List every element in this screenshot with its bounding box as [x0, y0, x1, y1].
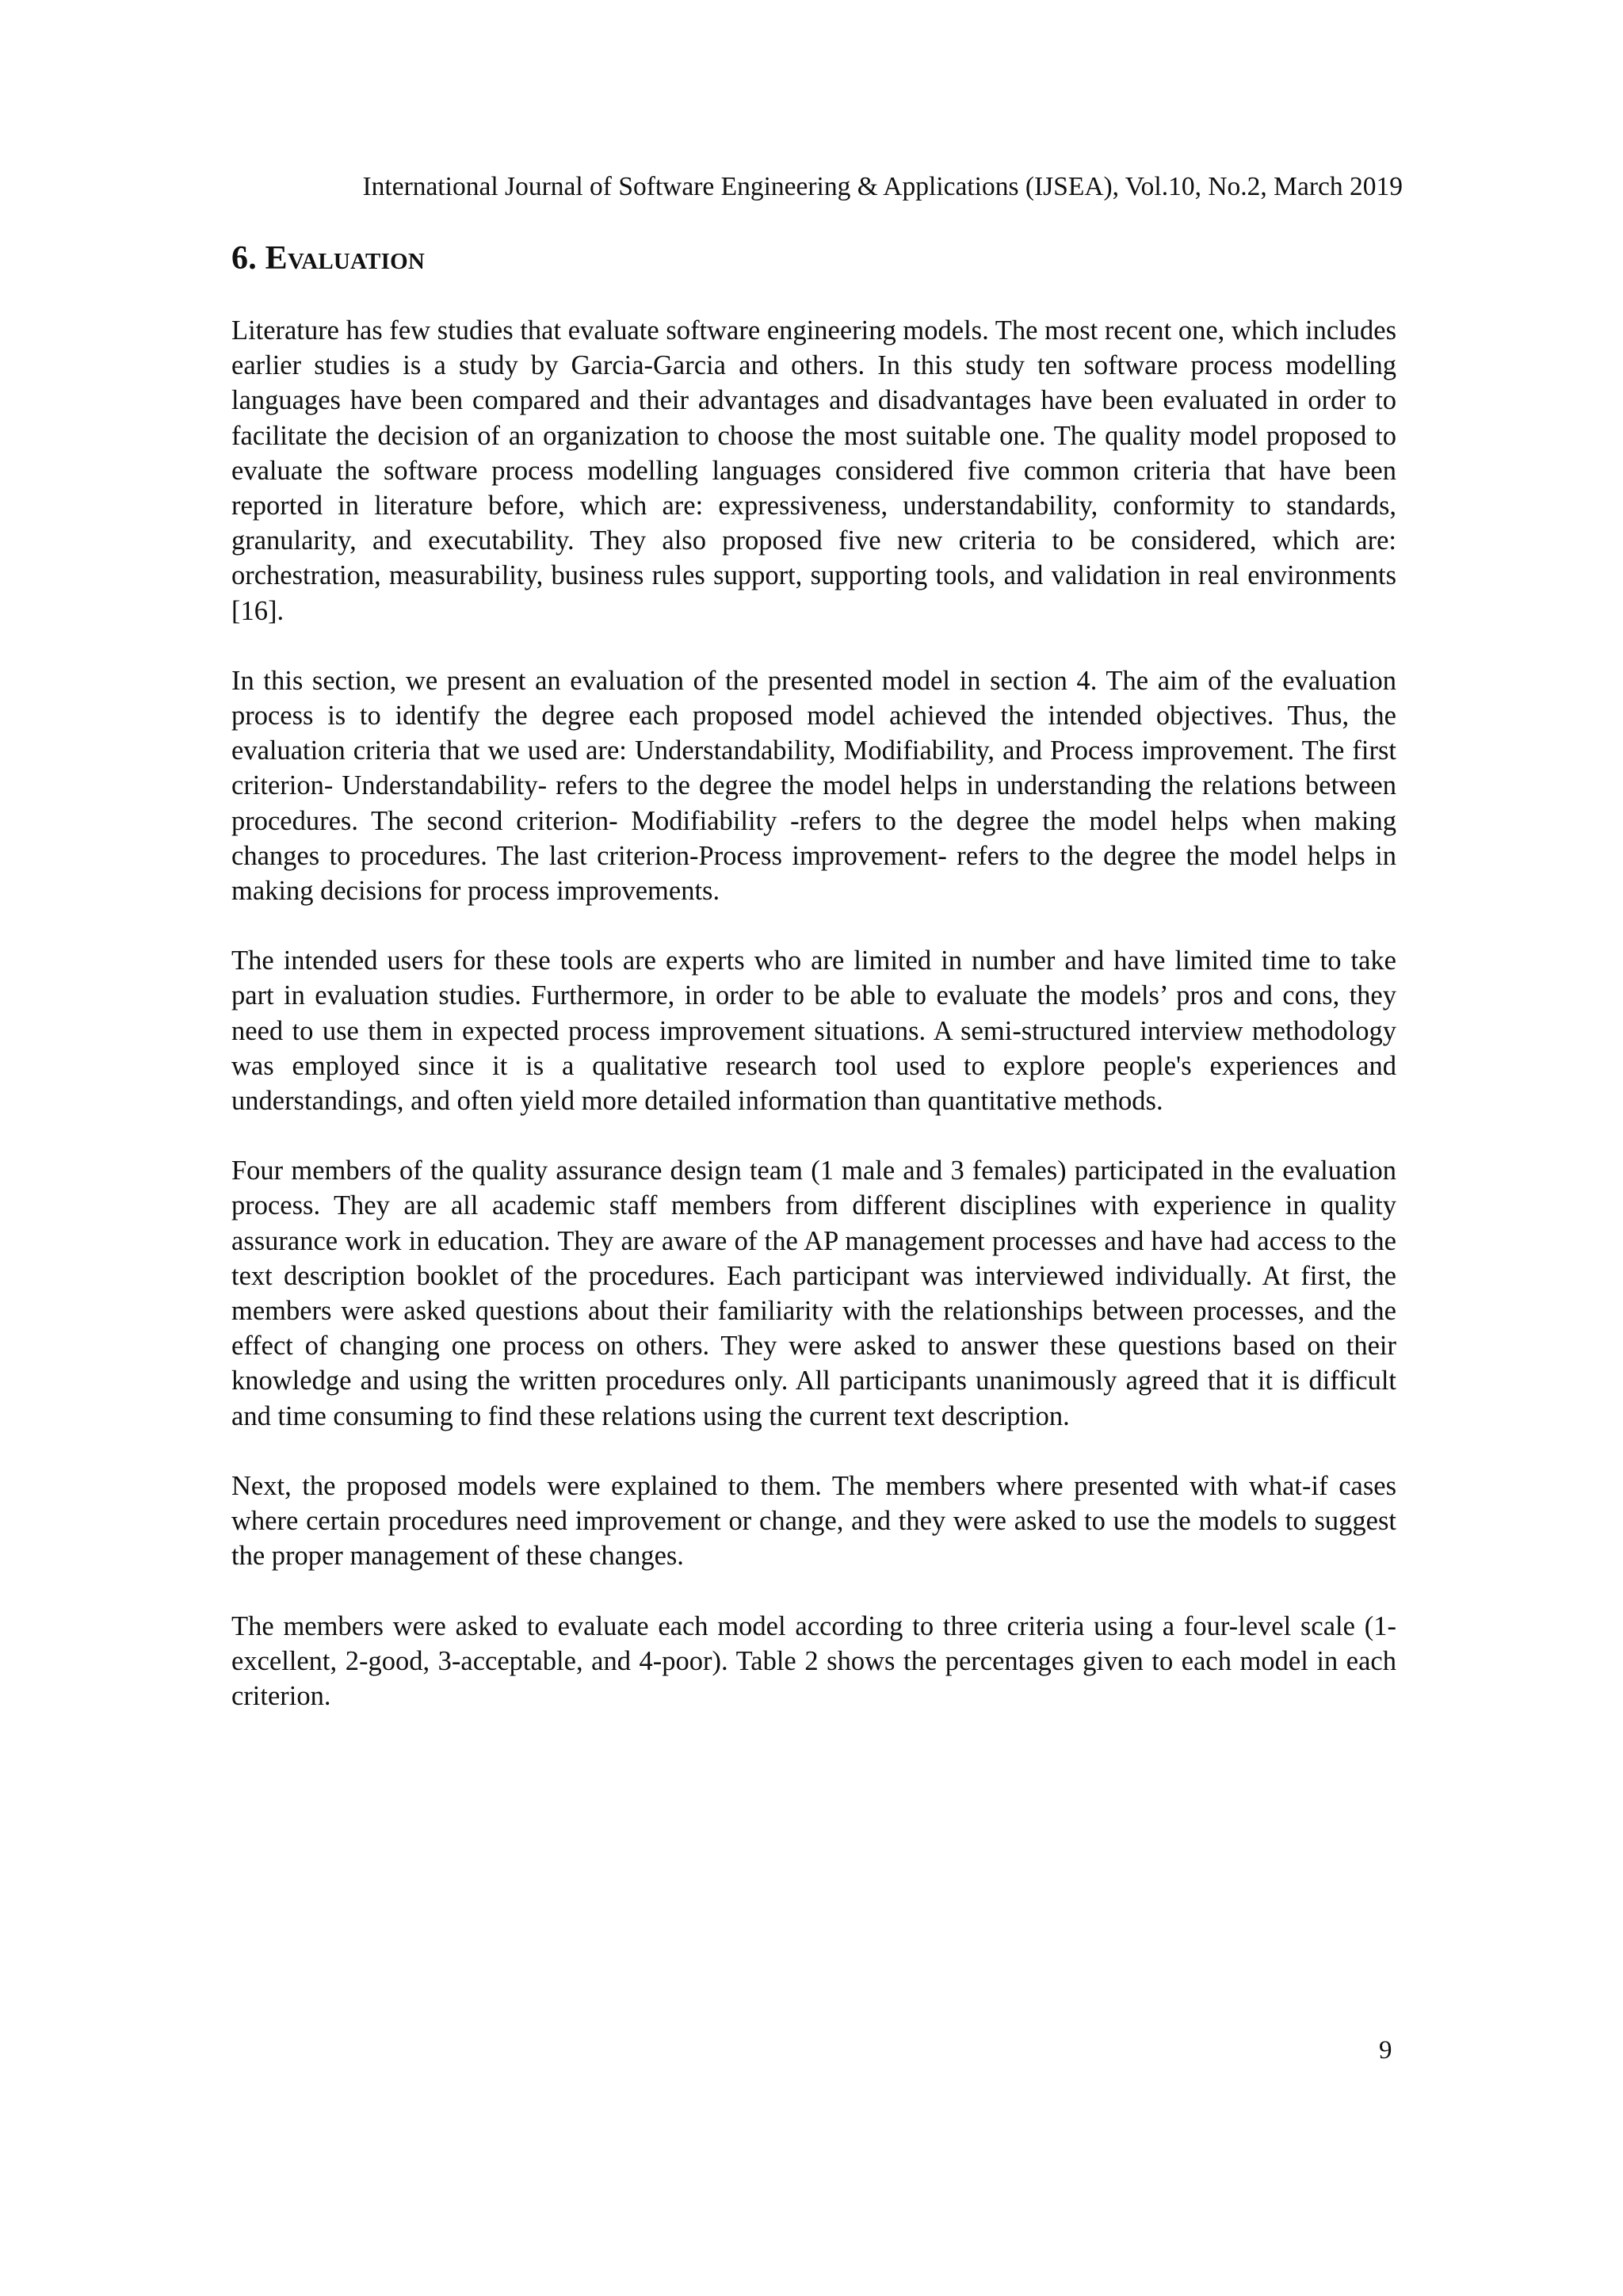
paragraph-participants: Four members of the quality assurance design team (1 male and 3 females) participated in the evaluation process. They are all academic staff members from different disciplines with experience in quality assurance work in education. They are aware of the AP management processes and have had access to the text description booklet of the procedures. Each participant was interviewed individually. At first, the members were asked questions about their familiarity with the relationships between processes, and the effect of changing one process on others. They were asked to answer these questions based on their knowledge and using the written procedures only. All participants unanimously agreed that it is difficult and time consuming to find these relations using the current text description. [231, 1156, 1396, 1431]
paragraph-rating-scale: The members were asked to evaluate each model according to three criteria using a four-level scale (1-excellent, 2-good, 3-acceptable, and 4-poor). Table 2 shows the percentages given to each model in each criterion. [231, 1610, 1396, 1711]
section-heading: 6. Evaluation [231, 240, 425, 277]
page-number: 9 [1379, 2036, 1392, 2065]
paragraph-model-explanation: Next, the proposed models were explained to them. The members where presented with what-if cases where certain procedures need improvement or change, and they were asked to use the models to suggest the proper management of these changes. [231, 1470, 1396, 1572]
running-header: International Journal of Software Engineering & Applications (IJSEA), Vol.10, No.2, March 2019 [362, 172, 1403, 201]
section-body [231, 313, 1396, 1748]
paragraph-literature-review: Literature has few studies that evaluate software engineering models. The most recent one, which includes earlier studies is a study by Garcia-Garcia and others. In this study ten software process modelling languages have been compared and their advantages and disadvantages have been evaluated in order to facilitate the decision of an organization to choose the most suitable one. The quality model proposed to evaluate the software process modelling languages considered five common criteria that have been reported in literature before, which are: expressiveness, understandability, conformity to standards, granularity, and executability. They also proposed five new criteria to be considered, which are: orchestration, measurability, business rules support, supporting tools, and validation in real environments [16]. [231, 315, 1396, 626]
paragraph-evaluation-criteria: In this section, we present an evaluation of the presented model in section 4. The aim of the evaluation process is to identify the degree each proposed model achieved the intended objectives. Thus, the evaluation criteria that we used are: Understandability, Modifiability, and Process improvement. The first criterion- Understandability- refers to the degree the model helps in understanding the relations between procedures. The second criterion- Modifiability -refers to the degree the model helps when making changes to procedures. The last criterion-Process improvement- refers to the degree the model helps in making decisions for process improvements. [231, 665, 1396, 907]
paragraph-intended-users: The intended users for these tools are experts who are limited in number and have limited time to take part in evaluation studies. Furthermore, in order to be able to evaluate the models’ pros and cons, they need to use them in expected process improvement situations. A semi-structured interview methodology was employed since it is a qualitative research tool used to explore people's experiences and understandings, and often yield more detailed information than quantitative methods. [231, 946, 1396, 1117]
